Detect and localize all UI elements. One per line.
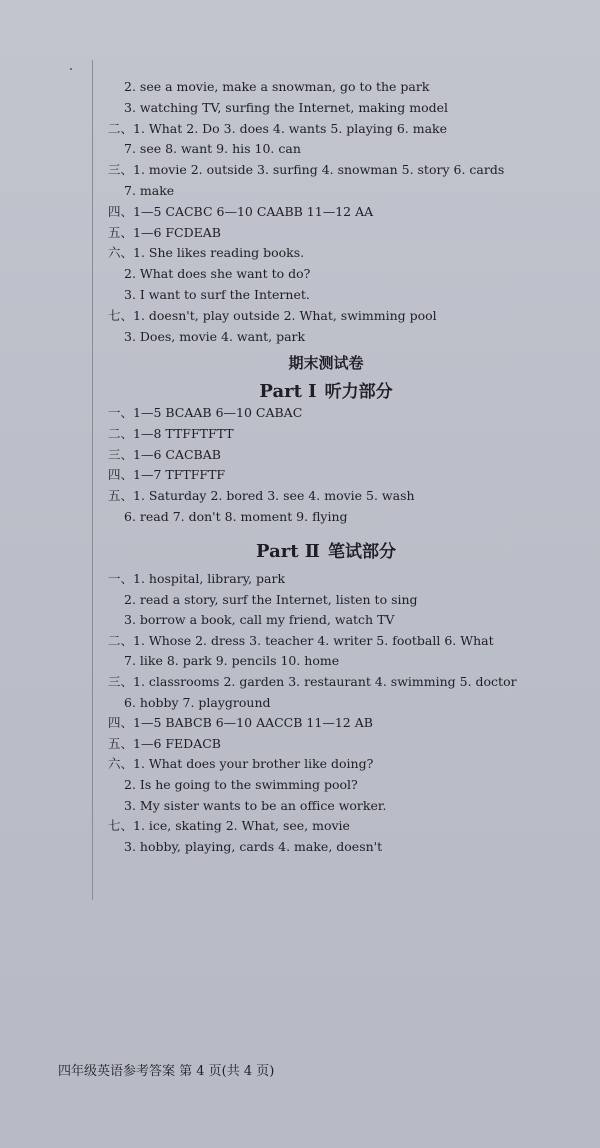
part1-title: 听力部分 (324, 382, 393, 402)
answer-line: 四、1—7 TFTFFTF (108, 467, 226, 483)
answer-line: 3. hobby, playing, cards 4. make, doesn't (124, 838, 383, 854)
answer-line: 三、1. movie 2. outside 3. surfing 4. snowman 5. story 6. cards (108, 162, 505, 178)
answer-line: 五、1—6 FCDEAB (108, 224, 221, 240)
answer-line: 四、1—5 CACBC 6—10 CAABB 11—12 AA (108, 203, 374, 219)
answer-line: 3. Does, movie 4. want, park (124, 328, 306, 344)
page-footer: 四年级英语参考答案 第 4 页(共 4 页) (58, 1064, 275, 1079)
answer-line: 三、1. classrooms 2. garden 3. restaurant 4. swimming 5. doctor (108, 674, 517, 689)
answer-line: 7. see 8. want 9. his 10. can (124, 141, 301, 157)
answer-line: 四、1—5 BABCB 6—10 AACCB 11—12 AB (108, 715, 373, 731)
answer-line: 七、1. doesn't, play outside 2. What, swimming pool (108, 307, 437, 323)
answer-line: 五、1. Saturday 2. bored 3. see 4. movie 5. wash (108, 488, 415, 504)
answer-line: 3. watching TV, surfing the Internet, making model (124, 99, 449, 115)
part2-title: 笔试部分 (327, 542, 396, 562)
part2-heading (0, 537, 600, 562)
answer-line: 一、1. hospital, library, park (108, 571, 286, 586)
ink-dot (70, 68, 72, 70)
answer-line: 3. My sister wants to be an office worker. (124, 797, 387, 813)
answer-line: 2. What does she want to do? (124, 266, 311, 282)
answer-line: 二、1—8 TTFFTFTT (108, 425, 234, 441)
answer-line: 二、1. What 2. Do 3. does 4. wants 5. playing 6. make (108, 120, 448, 136)
answer-line: 2. Is he going to the swimming pool? (124, 777, 358, 792)
exam-title: 期末测试卷 (288, 354, 364, 372)
part1-heading (0, 377, 600, 402)
part2-label: Part Ⅱ (256, 541, 320, 562)
part1-label: Part Ⅰ (259, 381, 317, 402)
answer-line: 一、1—5 BCAAB 6—10 CABAC (108, 405, 303, 420)
answer-line: 2. see a movie, make a snowman, go to the park (124, 79, 430, 94)
answer-line: 7. make (124, 183, 175, 198)
answer-line: 二、1. Whose 2. dress 3. teacher 4. writer 5. football 6. What (108, 632, 494, 648)
answer-line: 3. I want to surf the Internet. (124, 287, 310, 302)
answer-line: 2. read a story, surf the Internet, listen to sing (124, 591, 418, 607)
margin-rule (92, 60, 93, 900)
answer-line: 3. borrow a book, call my friend, watch TV (124, 612, 395, 628)
answer-line: 五、1—6 FEDACB (108, 735, 221, 751)
answer-line: 三、1—6 CACBAB (108, 446, 221, 462)
answer-line: 六、1. She likes reading books. (108, 245, 305, 261)
answer-line: 6. hobby 7. playground (124, 694, 271, 710)
answer-line: 7. like 8. park 9. pencils 10. home (124, 653, 340, 669)
answer-line: 七、1. ice, skating 2. What, see, movie (108, 818, 350, 834)
answer-line: 六、1. What does your brother like doing? (108, 756, 374, 772)
answer-line: 6. read 7. don't 8. moment 9. flying (124, 509, 348, 524)
